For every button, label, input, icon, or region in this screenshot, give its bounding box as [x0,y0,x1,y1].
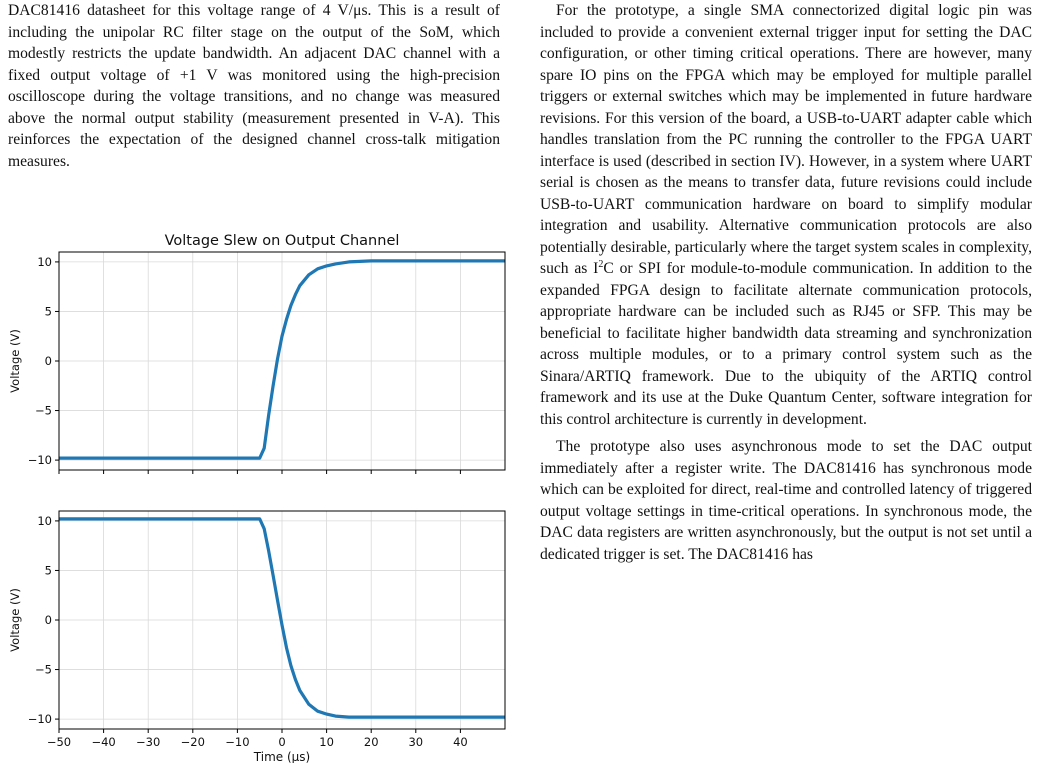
y-tick-label: 0 [44,354,52,368]
y-tick-label: 10 [37,254,52,269]
x-tick-label: −10 [225,735,250,749]
x-axis-label: Time (μs) [253,750,311,763]
y-tick-label: −10 [27,453,52,468]
y-tick-label: −10 [27,712,52,727]
x-tick-label: −20 [180,735,205,749]
x-tick-label: 10 [319,735,334,749]
right-paragraph-2: The prototype also uses asynchronous mode to set the DAC output immediately after a register write. The DAC81416 has synchronous mode which can be exploited for direct, real-time and controlled latency of triggered output voltage settings in time-critical operations. In synchronous mode, the DAC data registers are written asynchronously, but the output is not set until a dedicated trigger is set. The DAC81416 has [540,438,1032,563]
left-column [8,0,500,172]
y-axis-label: Voltage (V) [8,588,22,652]
y-tick-label: 5 [44,304,52,319]
x-tick-label: −50 [46,735,72,749]
plots-layer [8,252,505,749]
y-axis-label: Voltage (V) [8,329,22,393]
text-run: DAC81416 datasheet for this voltage range of [8,2,323,19]
x-tick-label: 20 [363,735,379,749]
x-tick-label: −30 [136,735,161,749]
text-run: C or SPI for module-to-module communication. In addition to the expanded FPGA design to facilitate alternate communication protocols, appropriate hardware can be included such as RJ45 or SFP. This may be beneficial to facilitate higher bandwidth data streaming and synchronization across multiple modules, or to a primary control system such as the Sinara/ARTIQ framework. Due to the ubiquity of the ARTIQ control framework and its use at the Duke Quantum Center, software integration for this control architecture is currently in development. [540,260,1032,428]
y-tick-label: 5 [44,563,52,578]
text-run: was monitored using the high-precision oscilloscope during the voltage transitions, and no change was measured above the normal output stability (measurement presented in V-A). This reinforces the expectation of the designed channel cross-talk mitigation measures. [8,66,500,170]
text-run: For the prototype, a single SMA connectorized digital logic pin was included to provide a convenient external trigger input for setting the DAC configuration, or other timing critical operations. There are however, many spare IO pins on the FPGA which may be employed for multiple parallel triggers or external switches which may be implemented in future hardware revisions. For this version of the board, a USB-to-UART adapter cable which handles translation from the PC running the controller to the FPGA UART interface is used (described in section IV). However, in a system where UART serial is chosen as the means to transfer data, future revisions could include USB-to-UART communication hardware on board to simplify modular integration and usability. Alternative communication protocols are also potentially desirable, particularly where the target system scales in complexity, such as I [540,2,1032,277]
right-paragraph-1 [540,0,1032,430]
text-run: . This is a result of including the unipolar RC filter stage on the output of the SoM, which modestly restricts the update bandwidth. An adjacent DAC channel with a fixed output voltage of [8,2,500,84]
x-tick-label: −40 [91,735,116,749]
superscript: 2 [598,258,604,270]
inline-math: +1 V [179,66,218,84]
x-tick-label: 30 [408,735,424,749]
figure-title: Voltage Slew on Output Channel [164,233,400,249]
left-paragraph [8,0,500,172]
x-tick-label: 40 [453,735,468,749]
y-tick-label: 10 [37,513,52,528]
y-tick-label: −5 [35,662,52,677]
y-tick-label: 0 [44,613,52,627]
x-tick-label: 0 [278,735,286,749]
inline-math: 4 V/μs [322,2,368,19]
y-tick-label: −5 [35,403,52,418]
right-column [540,0,1032,565]
voltage-slew-figure [0,228,520,763]
